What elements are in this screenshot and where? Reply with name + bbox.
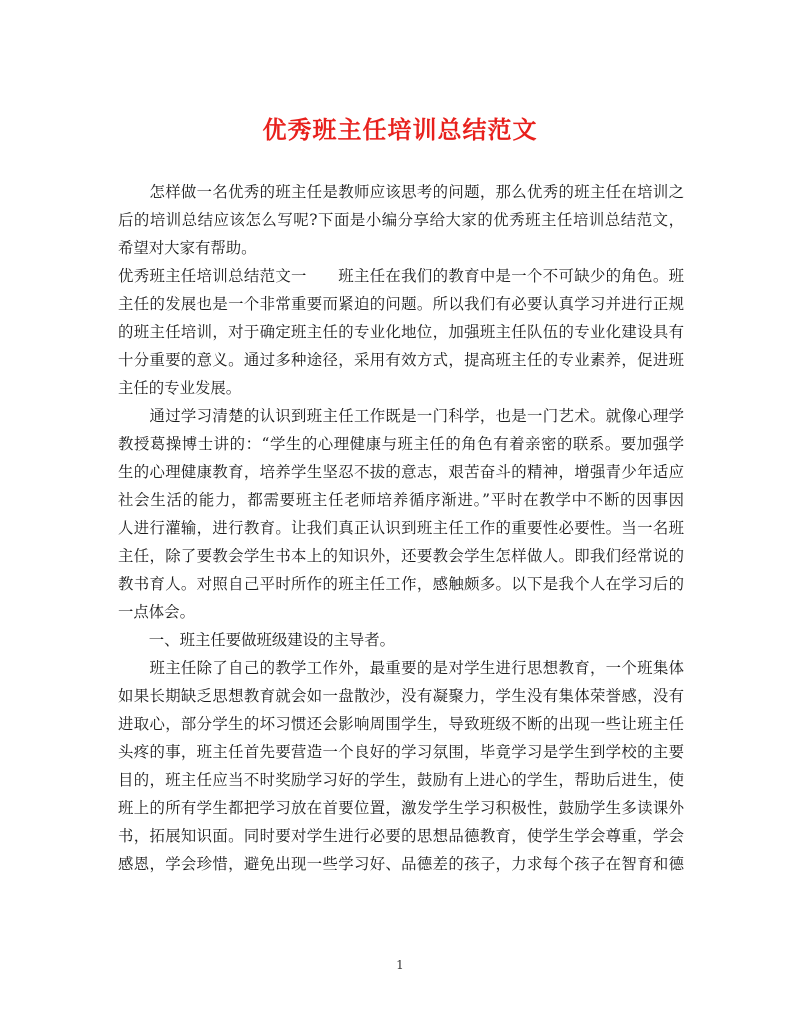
document-title: 优秀班主任培训总结范文	[262, 115, 538, 144]
text-line: 头疼的事，班主任首先要营造一个良好的学习氛围，毕竟学习是学生到学校的主要	[118, 743, 684, 761]
text-line: 教书育人。对照自己平时所作的班主任工作，感触颇多。以下是我个人在学习后的	[118, 575, 684, 593]
text-line: 进取心，部分学生的坏习惯还会影响周围学生，导致班级不断的出现一些让班主任	[118, 715, 684, 733]
text-line: 书，拓展知识面。同时要对学生进行必要的思想品德教育，使学生学会尊重，学会	[118, 827, 684, 845]
text-line: 如果长期缺乏思想教育就会如一盘散沙，没有凝聚力，学生没有集体荣誉感，没有	[118, 687, 684, 705]
text-line: 希望对大家有帮助。	[118, 239, 257, 257]
text-line: 生的心理健康教育，培养学生坚忍不拔的意志，艰苦奋斗的精神，增强青少年适应	[118, 463, 684, 481]
text-line: 班上的所有学生都把学习放在首要位置，激发学生学习积极性，鼓励学生多读课外	[118, 799, 684, 817]
text-line: 目的，班主任应当不时奖励学习好的学生，鼓励有上进心的学生，帮助后进生，使	[118, 771, 684, 789]
text-line: 主任，除了要教会学生书本上的知识外，还要教会学生怎样做人。即我们经常说的	[118, 547, 684, 565]
text-line: 的班主任培训，对于确定班主任的专业化地位，加强班主任队伍的专业化建设具有	[118, 323, 684, 341]
text-line: 后的培训总结应该怎么写呢?下面是小编分享给大家的优秀班主任培训总结范文，	[118, 211, 684, 229]
text-line: 主任的发展也是一个非常重要而紧迫的问题。所以我们有必要认真学习并进行正规	[118, 295, 684, 313]
text-line: 主任的专业发展。	[118, 379, 242, 397]
text-line: 感恩，学会珍惜，避免出现一些学习好、品德差的孩子，力求每个孩子在智育和德	[118, 855, 684, 873]
text-line: 一、班主任要做班级建设的主导者。	[118, 631, 396, 649]
text-line: 教授葛操博士讲的：“学生的心理健康与班主任的角色有着亲密的联系。要加强学	[118, 435, 684, 453]
text-line: 十分重要的意义。通过多种途径，采用有效方式，提高班主任的专业素养，促进班	[118, 351, 684, 369]
text-line: 通过学习清楚的认识到班主任工作既是一门科学，也是一门艺术。就像心理学	[118, 407, 684, 425]
text-line: 人进行灌输，进行教育。让我们真正认识到班主任工作的重要性必要性。当一名班	[118, 519, 684, 537]
text-line: 优秀班主任培训总结范文一 班主任在我们的教育中是一个不可缺少的角色。班	[118, 267, 684, 285]
text-line: 一点体会。	[118, 603, 195, 621]
document-body	[118, 178, 684, 878]
text-line: 社会生活的能力，都需要班主任老师培养循序渐进。”平时在教学中不断的因事因	[118, 491, 684, 509]
text-line: 怎样做一名优秀的班主任是教师应该思考的问题，那么优秀的班主任在培训之	[118, 183, 684, 201]
page-number: 1	[396, 958, 404, 972]
text-line: 班主任除了自己的教学工作外，最重要的是对学生进行思想教育，一个班集体	[118, 659, 684, 677]
